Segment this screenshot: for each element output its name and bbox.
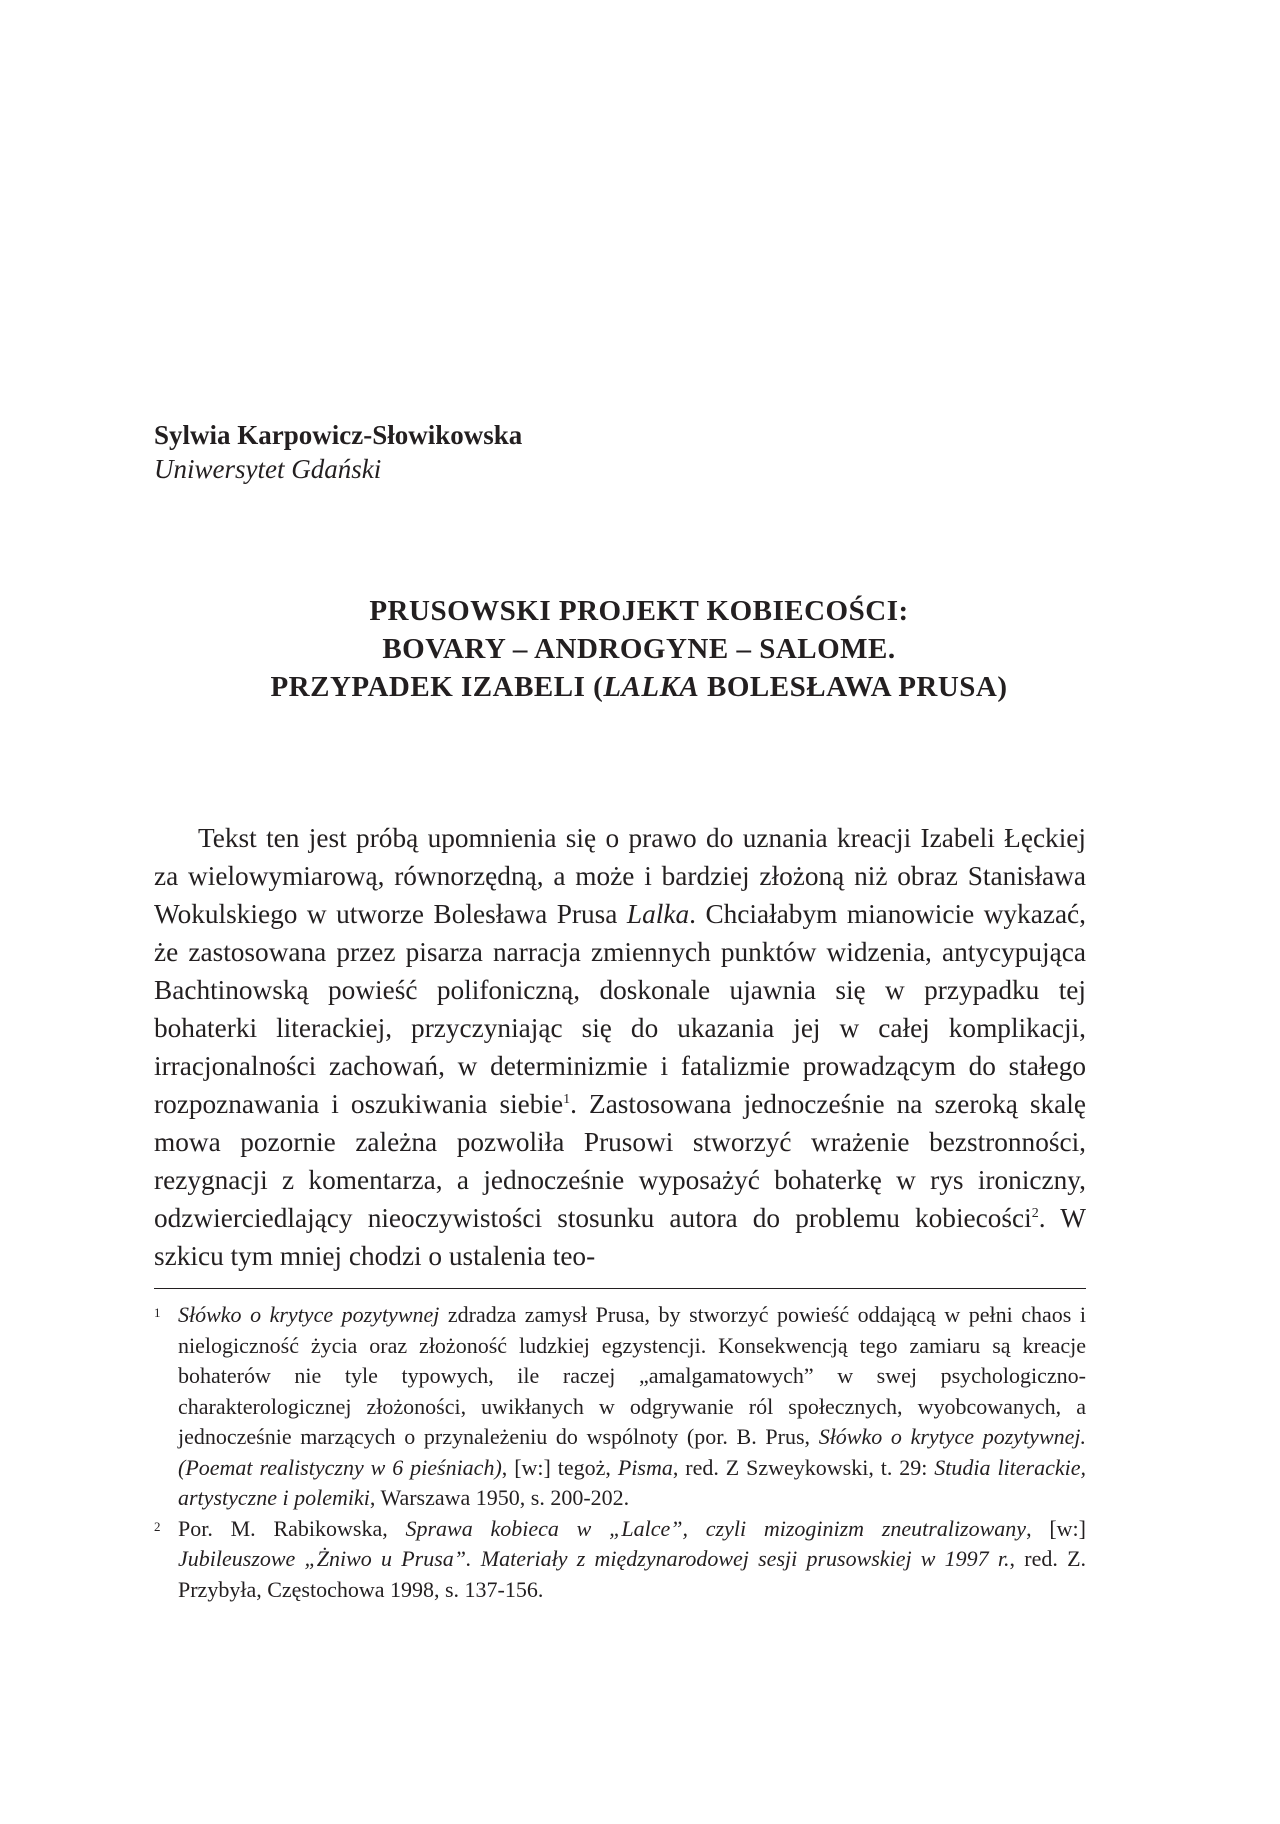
footnote-1 (154, 1300, 1086, 1514)
body-paragraph (154, 819, 1086, 1275)
footnote-italic: Sprawa kobieca w „Lalce”, czyli mizoginizm zneutralizowany (405, 1515, 1027, 1541)
body-text-run: . W szkicu tym mniej chodzi o ustalenia teo- (154, 1203, 1086, 1271)
footnote-2 (154, 1514, 1086, 1606)
footnote-italic: Studia literackie, artystyczne i polemiki (178, 1454, 1087, 1510)
title-line-2: BOVARY – ANDROGYNE – SALOME. (382, 633, 896, 665)
footnote-text: zdradza zamysł Prusa, by stworzyć powieść oddającą w pełni chaos i nielogiczność życia oraz złożoność ludzkiej egzystencji. Konsekwencją tego zamiaru są kreacje bohaterów nie tyle typowych, ile raczej „amalgamatowych” w swej psychologiczno-charakterologicznej złożoności, uwikłanych w odgrywanie ról społecznych, wyobcowanych, a jednocześnie marzących o przynależeniu do wspólnoty (por. B. Prus, (178, 1302, 1086, 1449)
footnote-number: 2 (154, 1518, 161, 1534)
footnote-text: , red. Z. Przybyła, Częstochowa 1998, s. 137-156. (178, 1546, 1087, 1602)
title-line-3-prefix: PRZYPADEK IZABELI ( (270, 671, 604, 703)
body-text (154, 819, 1086, 1275)
article-title (154, 592, 1124, 706)
footnote-italic: Jubileuszowe „Żniwo u Prusa”. Materiały z międzynarodowej sesji prusowskiej w 1997 r. (178, 1546, 1010, 1571)
title-line-3 (154, 668, 1124, 706)
body-text-run: . Zastosowana jednocześnie na szeroką skalę mowa pozornie zależna pozwoliła Prusowi stworzyć wrażenie bezstronności, rezygnacji z komentarza, a jednocześnie wyposażyć bohaterkę w rys ironiczny, odzwierciedlający nieoczywistości stosunku autora do problemu kobiecości (154, 1089, 1086, 1233)
footnote-separator (154, 1288, 1086, 1289)
footnote-italic: Pisma (617, 1454, 673, 1480)
footnotes (154, 1300, 1086, 1605)
footnote-ref-2[interactable]: 2 (1031, 1206, 1039, 1221)
footnote-text: Por. M. Rabikowska, (178, 1515, 406, 1541)
footnote-number: 1 (154, 1305, 161, 1320)
author-block (154, 418, 854, 486)
footnote-text: , [w:] (1026, 1515, 1086, 1541)
body-text-run: . Chciałabym mianowicie wykazać, że zastosowana przez pisarza narracja zmiennych punktów widzenia, antycypująca Bachtinowską powieść polifoniczną, doskonale ujawnia się w przypadku tej bohaterki literackiej, przyczyniając się do ukazania jej w całej komplikacji, irracjonalności zachowań, w determinizmie i fatalizmie prowadzącym do stałego rozpoznawania i oszukiwania siebie (154, 899, 1086, 1119)
footnote-text: , [w:] tegoż, (501, 1454, 618, 1480)
title-line-3-italic: LALKA (603, 671, 700, 703)
footnote-text: , red. Z Szweykowski, t. 29: (672, 1454, 935, 1480)
footnote-italic: Słówko o krytyce pozytywnej.(Poemat realistyczny w 6 pieśniach) (178, 1424, 1086, 1480)
body-italic-title: Lalka (626, 899, 690, 929)
body-text-run: Tekst ten jest próbą upomnienia się o prawo do uznania kreacji Izabeli Łęckiej za wielowymiarową, równorzędną, a może i bardziej złożoną niż obraz Stanisława Wokulskiego w utworze Bolesława Prusa (154, 823, 1086, 929)
footnote-ref-1[interactable]: 1 (563, 1092, 571, 1107)
author-affiliation: Uniwersytet Gdański (154, 454, 382, 484)
title-line-3-suffix: BOLESŁAWA PRUSA) (699, 671, 1008, 703)
footnote-text: , Warszawa 1950, s. 200-202. (369, 1485, 630, 1510)
title-line-1: PRUSOWSKI PROJEKT KOBIECOŚCI: (369, 595, 909, 627)
footnote-italic: Słówko o krytyce pozytywnej (178, 1302, 440, 1327)
author-name: Sylwia Karpowicz-Słowikowska (154, 420, 523, 450)
